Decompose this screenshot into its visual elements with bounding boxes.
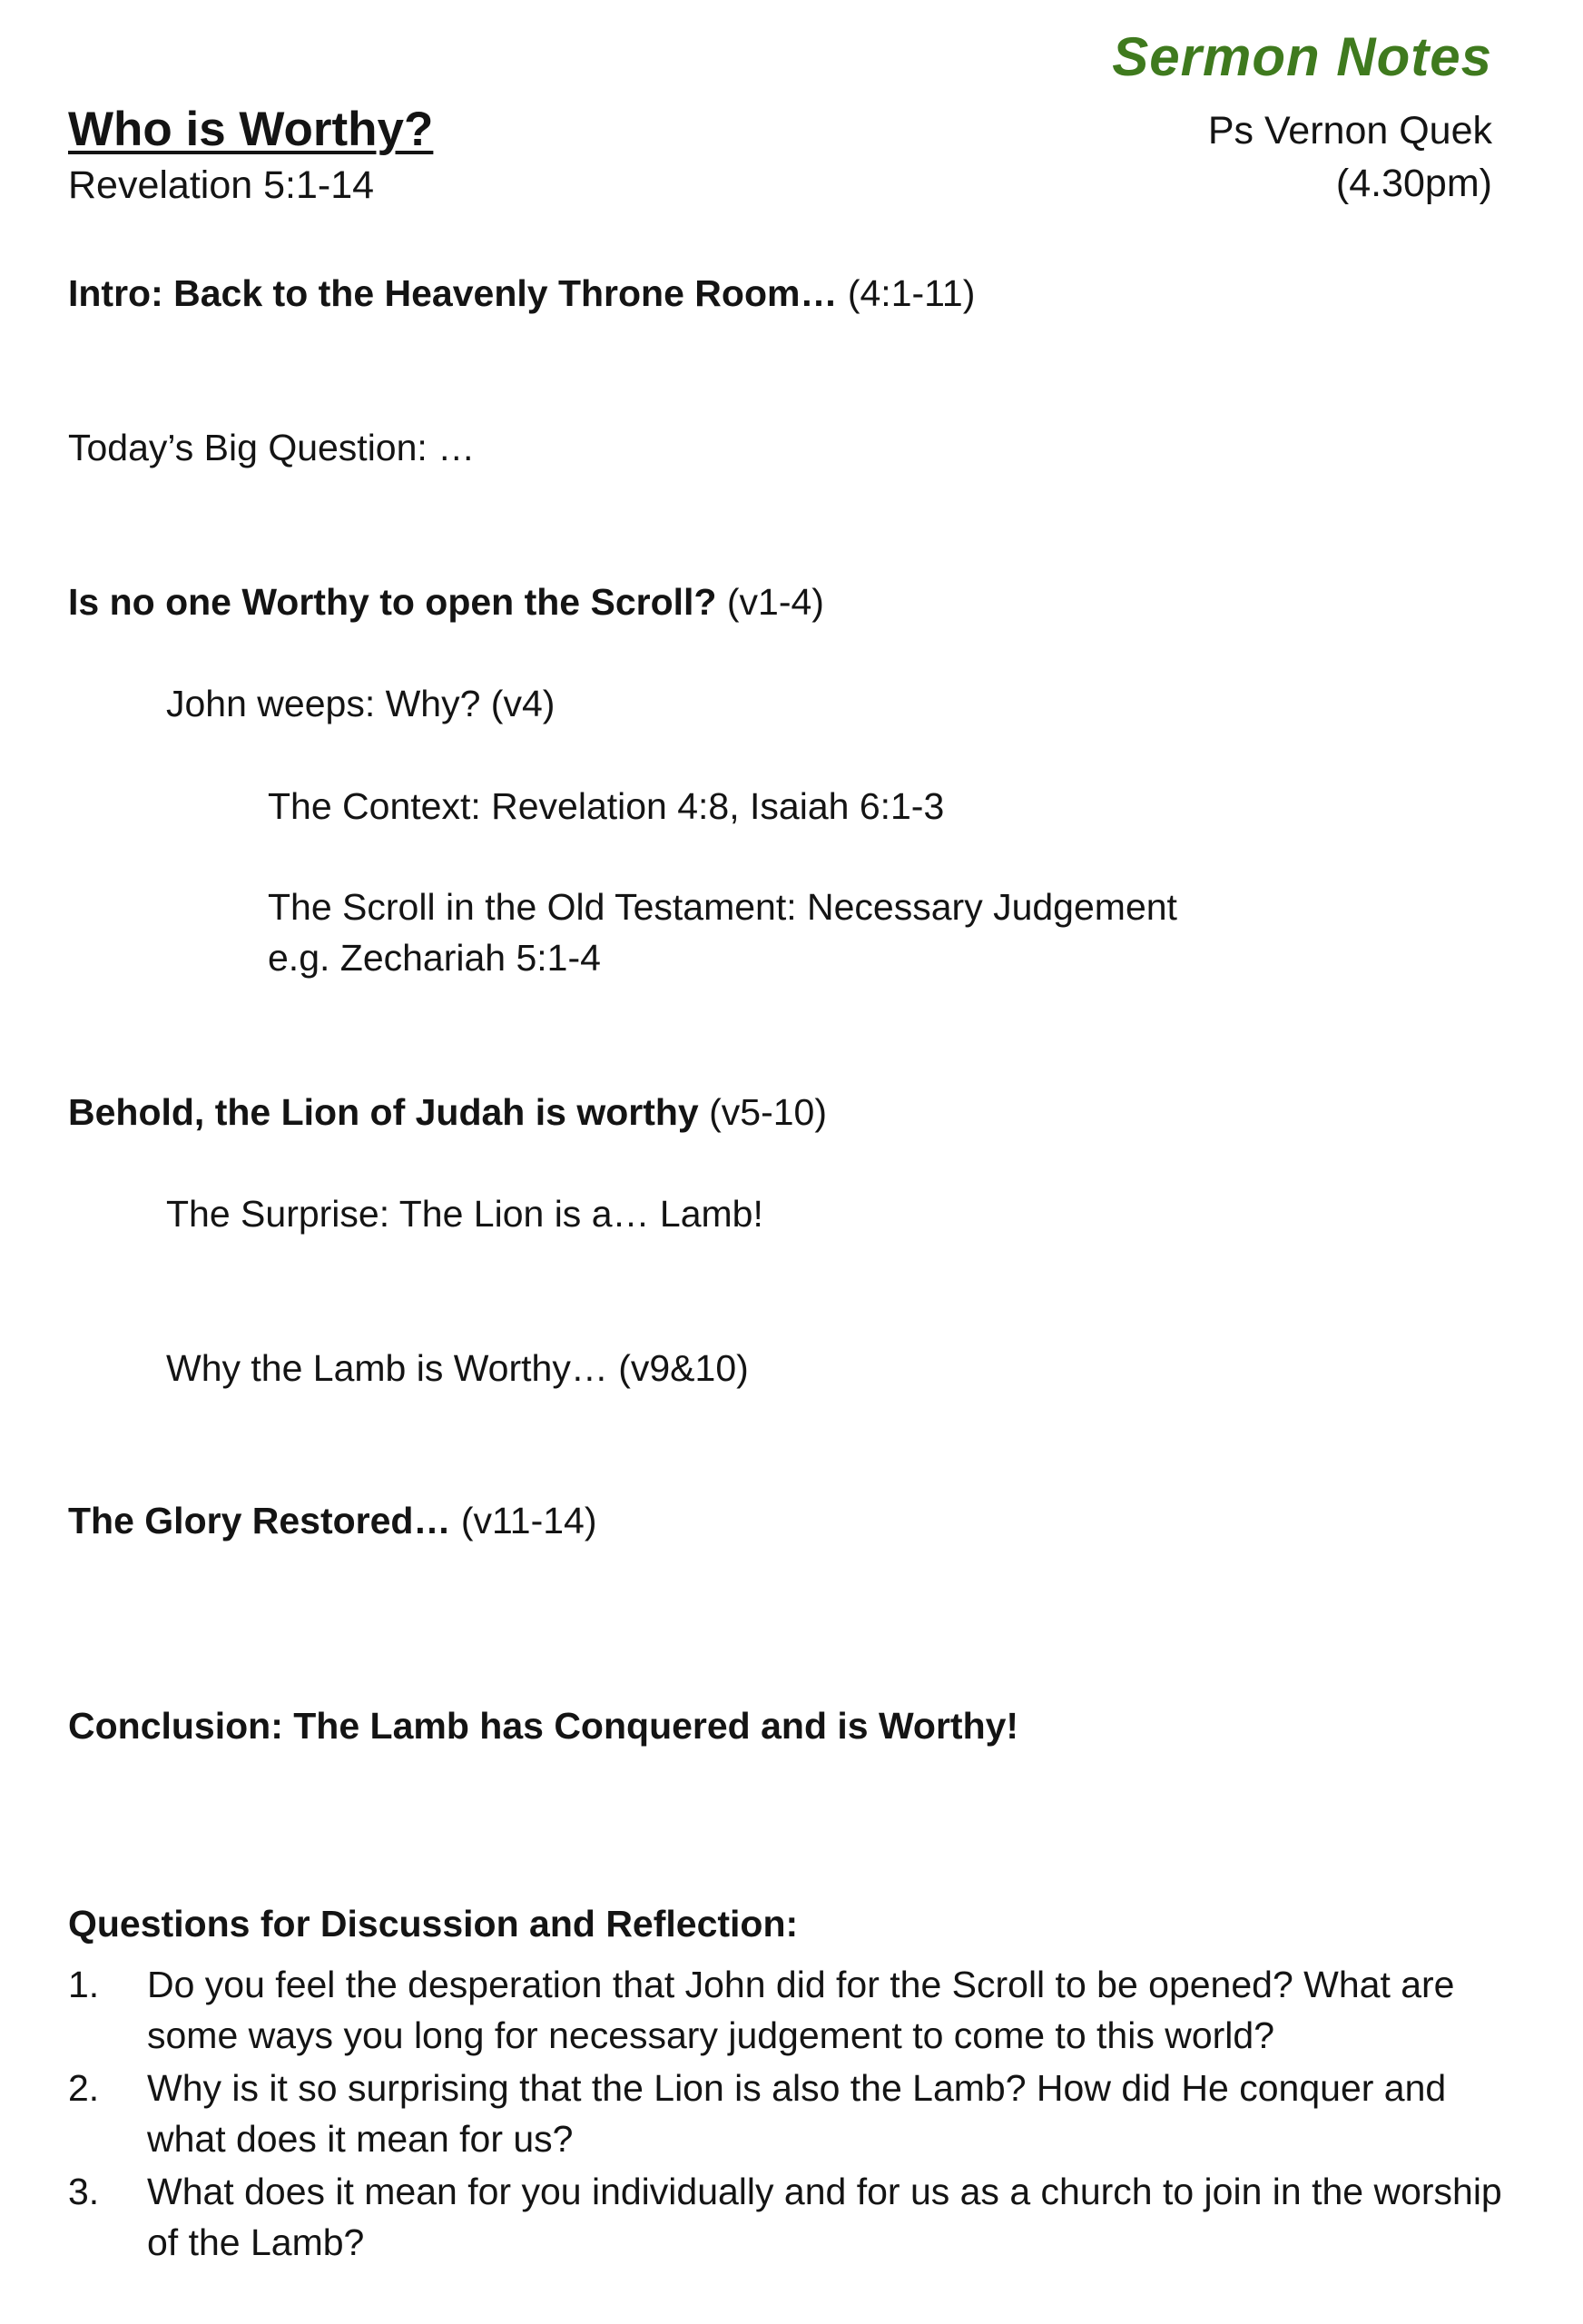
question-text: What does it mean for you individually and for us as a church to join in the worship of the Lamb? [147, 2171, 1502, 2263]
section-1-subpoint-example: e.g. Zechariah 5:1-4 [268, 937, 601, 979]
section-1-point: John weeps: Why? (v4) [166, 683, 556, 724]
speaker-name: Ps Vernon Quek [1207, 109, 1492, 153]
service-time: (4.30pm) [1335, 162, 1492, 205]
section-3-reference: (v11-14) [450, 1500, 597, 1541]
sermon-title: Who is Worthy? [68, 103, 434, 156]
question-text: Do you feel the desperation that John did for the Scroll to be opened? What are some ways you long for necessary judgement to come to this world? [147, 1964, 1455, 2056]
section-1-subpoint-scroll: The Scroll in the Old Testament: Necessary Judgement [268, 886, 1177, 928]
section-1-heading-text: Is no one Worthy to open the Scroll? [68, 581, 717, 623]
section-2-heading-text: Behold, the Lion of Judah is worthy [68, 1091, 699, 1133]
question-item [68, 2063, 1502, 2164]
question-item [68, 2166, 1502, 2268]
question-text: Why is it so surprising that the Lion is also the Lamb? How did He conquer and what does it mean for us? [147, 2067, 1447, 2160]
section-3-heading-text: The Glory Restored… [68, 1500, 451, 1541]
question-number: 2. [68, 2067, 100, 2109]
section-1-heading [68, 581, 824, 624]
intro-heading [68, 272, 975, 315]
section-2-point-worthy: Why the Lamb is Worthy… (v9&10) [166, 1347, 749, 1389]
section-1-subpoint-context: The Context: Revelation 4:8, Isaiah 6:1-3 [268, 785, 945, 827]
questions-heading: Questions for Discussion and Reflection: [68, 1903, 799, 1945]
question-number: 1. [68, 1964, 100, 2005]
big-question: Today’s Big Question: … [68, 427, 476, 468]
question-item [68, 1959, 1502, 2061]
section-2-point-surprise: The Surprise: The Lion is a… Lamb! [166, 1193, 763, 1235]
section-2-reference: (v5-10) [698, 1091, 827, 1133]
intro-heading-text: Intro: Back to the Heavenly Throne Room… [68, 272, 838, 314]
conclusion: Conclusion: The Lamb has Conquered and is Worthy! [68, 1705, 1019, 1747]
section-1-reference: (v1-4) [716, 581, 824, 623]
brand-title: Sermon Notes [1112, 26, 1492, 87]
questions-list [68, 1959, 1502, 2270]
intro-reference: (4:1-11) [837, 272, 976, 314]
section-2-heading [68, 1091, 827, 1134]
question-number: 3. [68, 2171, 100, 2212]
scripture-reference: Revelation 5:1-14 [68, 163, 375, 207]
section-3-heading [68, 1500, 597, 1542]
